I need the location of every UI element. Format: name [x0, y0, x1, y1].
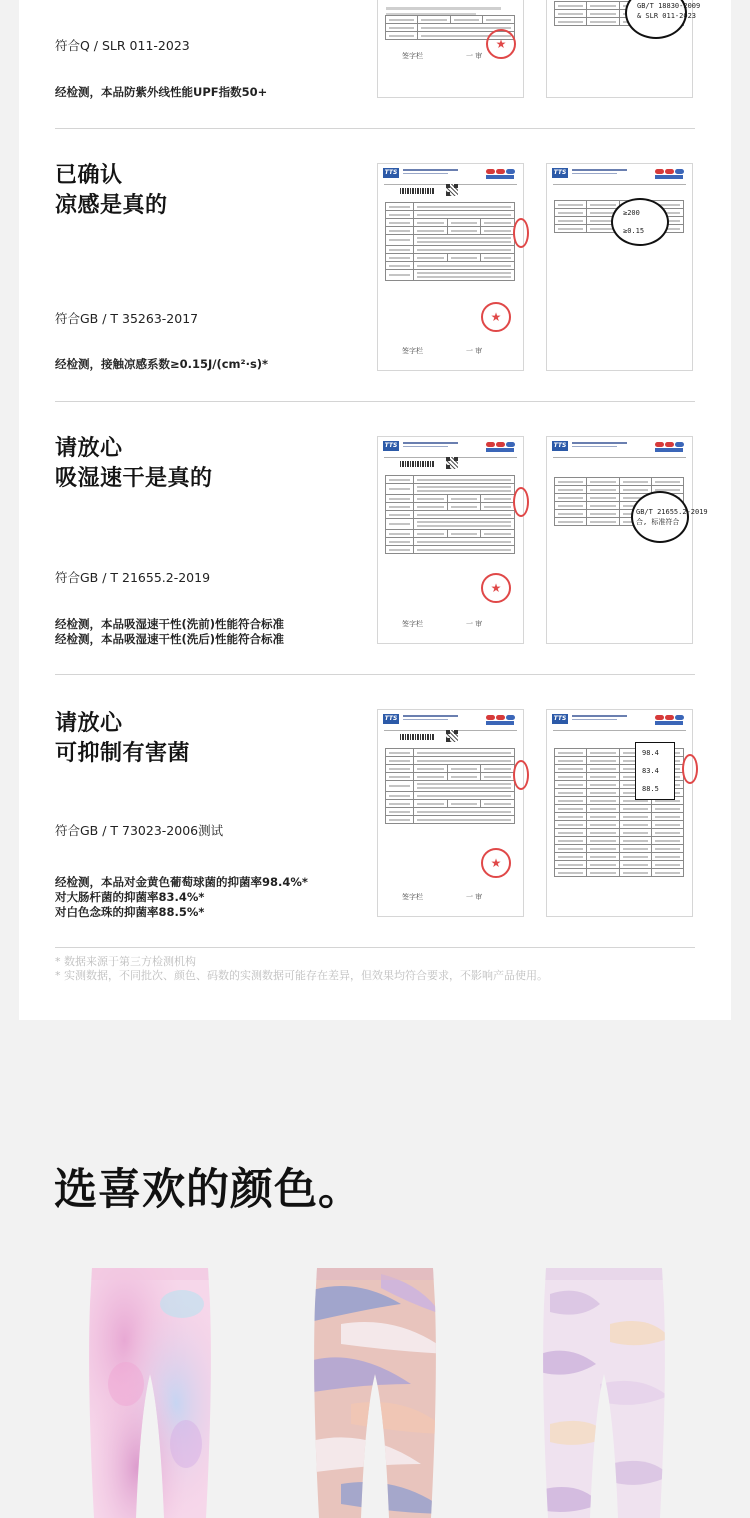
lab-logo: TTS [553, 169, 567, 176]
result-text [55, 875, 308, 920]
highlight-circle [631, 491, 708, 543]
barcode-icon [400, 461, 434, 467]
red-seal-icon [481, 573, 511, 603]
signature-row-right: 一 审 [466, 893, 483, 901]
standard-text: 符合GB / T 35263-2017 [55, 311, 199, 326]
result-line: 经检测，接触凉感系数≥0.15J/(cm²·s)* [55, 357, 269, 371]
report-page-right[interactable] [546, 709, 693, 917]
lab-logo: TTS [553, 442, 567, 449]
lab-logo: TTS [384, 715, 398, 722]
signature-row-right: 一 审 [466, 52, 483, 60]
lab-logo: TTS [553, 715, 567, 722]
cma-icon [653, 714, 685, 726]
title-line: 可抑制有害菌 [55, 741, 191, 766]
red-seal-edge-icon [682, 754, 698, 784]
footnote-line: * 数据来源于第三方检测机构 [55, 955, 196, 968]
product-legging-camo[interactable] [540, 1264, 668, 1518]
lab-header [552, 714, 687, 728]
qr-code-icon [446, 184, 458, 196]
highlight-value: GB/T 21655.2-2019 [636, 508, 708, 516]
barcode-icon [400, 734, 434, 740]
result-line: 经检测，本品吸湿速干性(洗后)性能符合标准 [55, 632, 285, 646]
report-page-left[interactable] [377, 163, 524, 371]
cma-icon [653, 168, 685, 180]
section-cooling [19, 129, 731, 401]
highlight-value: GB/T 18830-2009 [637, 2, 701, 10]
cma-icon [484, 168, 516, 180]
signature-row-right: 一 审 [466, 347, 483, 355]
lab-header [383, 441, 518, 455]
test-report-card [19, 0, 731, 1020]
result-text [55, 357, 268, 372]
highlight-value: 合, 标准符合 [636, 518, 680, 526]
standard-text: 符合Q / SLR 011-2023 [55, 38, 190, 53]
red-seal-icon [481, 302, 511, 332]
section-uv [19, 0, 731, 128]
result-line: 对大肠杆菌的抑菌率83.4%* [55, 890, 205, 904]
highlight-value: & SLR 011-2023 [637, 12, 697, 20]
report-page-left[interactable] [377, 709, 524, 917]
section-quick-dry [19, 402, 731, 674]
section-title [55, 709, 190, 769]
report-page-left[interactable] [377, 436, 524, 644]
section-divider [55, 947, 695, 948]
red-seal-edge-icon [513, 218, 529, 248]
report-page-left[interactable] [377, 0, 524, 98]
footnote-line: * 实测数据，不同批次、颜色、码数的实测数据可能存在差异，但效果均符合要求，不影响产品使用。 [55, 969, 548, 982]
report-page-right[interactable] [546, 436, 708, 644]
signature-row: 签字栏 [402, 52, 423, 60]
standard-text: 符合GB / T 21655.2-2019 [55, 570, 211, 585]
result-text [55, 617, 284, 647]
result-line: 经检测，本品对金黄色葡萄球菌的抑菌率98.4%* [55, 875, 308, 889]
highlight-value: 88.5 [642, 785, 659, 793]
highlight-circle [625, 0, 701, 39]
result-line: 经检测，本品防紫外线性能UPF指数50+ [55, 85, 268, 99]
highlight-value: 83.4 [642, 767, 659, 775]
standard-text: 符合GB / T 73023-2006测试 [55, 823, 224, 838]
highlight-value: ≥200 [623, 209, 640, 217]
product-legging-leaf[interactable] [311, 1264, 439, 1518]
report-page-right[interactable] [546, 0, 701, 98]
qr-code-icon [446, 730, 458, 742]
lab-header [552, 441, 687, 455]
title-line: 请放心 [55, 711, 123, 736]
legging-camo-pastel-image [540, 1264, 668, 1518]
lab-header [383, 714, 518, 728]
title-line: 吸湿速干是真的 [55, 466, 213, 491]
red-seal-edge-icon [513, 760, 529, 790]
lab-header [552, 168, 687, 182]
legging-leaf-print-image [311, 1264, 439, 1518]
highlight-box [635, 742, 675, 800]
red-seal-edge-icon [513, 487, 529, 517]
report-page-right[interactable] [546, 163, 693, 371]
cma-icon [484, 714, 516, 726]
lab-logo: TTS [384, 169, 398, 176]
highlight-circle [611, 198, 669, 246]
lab-logo: TTS [384, 442, 398, 449]
result-line: 对白色念珠的抑菌率88.5%* [55, 905, 205, 919]
highlight-value: ≥0.15 [623, 227, 645, 235]
cma-icon [653, 441, 685, 453]
signature-row-right: 一 审 [466, 620, 483, 628]
qr-code-icon [446, 457, 458, 469]
highlight-value: 98.4 [642, 749, 659, 757]
colors-section-title: 选喜欢的颜色。 [54, 1165, 362, 1215]
result-line: 经检测，本品吸湿速干性(洗前)性能符合标准 [55, 617, 285, 631]
section-title [55, 434, 213, 494]
lab-header [383, 168, 518, 182]
title-line: 请放心 [55, 436, 123, 461]
section-title [55, 161, 168, 221]
product-legging-pink[interactable] [86, 1264, 214, 1518]
signature-row: 签字栏 [402, 347, 423, 355]
red-seal-icon [481, 848, 511, 878]
title-line: 凉感是真的 [55, 193, 168, 218]
legging-pink-tie-dye-image [86, 1264, 214, 1518]
footnotes [55, 955, 548, 983]
section-antibacterial [19, 675, 731, 947]
cma-icon [484, 441, 516, 453]
red-seal-icon [486, 29, 516, 59]
barcode-icon [400, 188, 434, 194]
signature-row: 签字栏 [402, 893, 423, 901]
title-line: 已确认 [55, 163, 123, 188]
signature-row: 签字栏 [402, 620, 423, 628]
result-text [55, 85, 267, 100]
